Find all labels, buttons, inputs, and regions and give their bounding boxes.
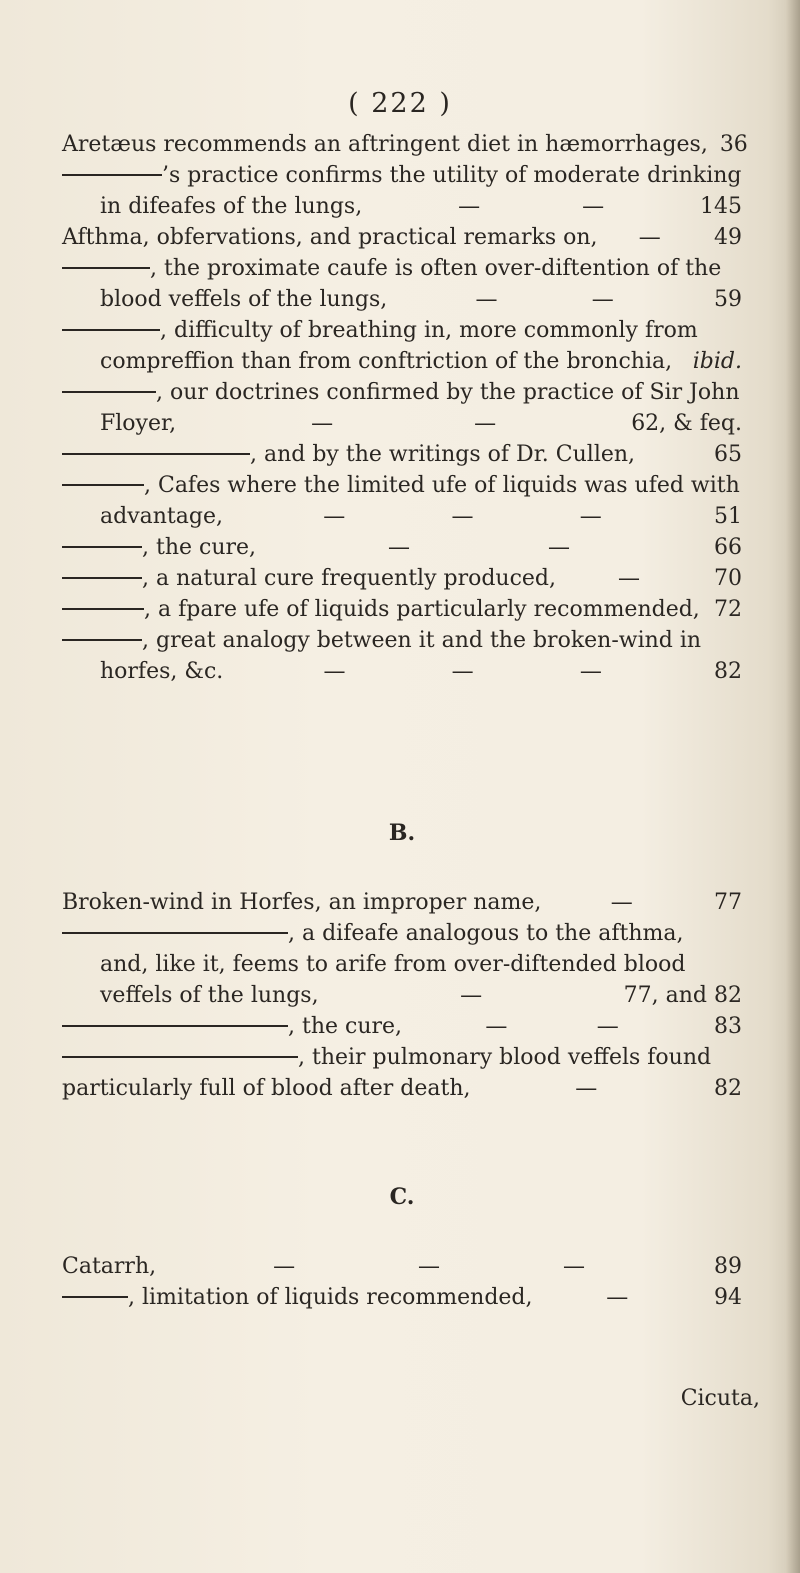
index-line [62,918,742,949]
leader-dash: — [273,1254,296,1279]
section-heading-b: B. [388,820,416,846]
index-entry [62,253,742,315]
index-line [62,284,742,315]
page-reference: 145 [700,194,742,219]
ditto-rule [62,608,144,610]
entry-text: ’s practice confirms the utility of moderate drinking [162,163,742,188]
entry-text: Catarrh, [62,1254,157,1279]
index-line [62,377,742,408]
ditto-rule [62,577,142,579]
index-entry [62,222,742,253]
entry-text: advantage, [100,504,223,529]
index-line [62,656,742,687]
index-entry [62,1282,742,1313]
ditto-rule [62,932,288,934]
index-line [62,129,748,160]
leader-dash: — [575,1076,598,1101]
ditto-rule [62,639,142,641]
page-reference: 49 [714,225,742,250]
entry-text: Broken-wind in Horfes, an improper name, [62,890,542,915]
leader-dash: — [474,411,497,436]
leader-dash: — [596,1014,619,1039]
leader-dash: — [460,983,483,1008]
leader-dash: — [548,535,570,560]
leader-dash: — [563,1254,586,1279]
entry-text: Floyer, [100,411,177,436]
entry-text: in difeafes of the lungs, [100,194,363,219]
index-line [62,253,742,284]
index-section-a [62,129,748,687]
page-reference: 89 [713,1254,742,1279]
index-entry [62,1251,742,1282]
page-reference: 66 [713,535,742,560]
leader-dash: — [606,1285,629,1310]
entry-text: and, like it, feems to arife from over-diftended blood [100,952,686,977]
index-line [62,1073,742,1104]
section-heading-c: C. [389,1184,415,1210]
index-line [62,887,742,918]
index-entry [62,1011,742,1042]
page-reference: 94 [714,1285,742,1310]
entry-text: , a natural cure frequently produced, [142,566,557,591]
entry-text: Afthma, obfervations, and practical remarks on, [62,225,598,250]
index-entry [62,470,742,532]
page-reference: 77, and 82 [623,983,742,1008]
leader-dash: — [418,1254,441,1279]
index-line [62,1011,742,1042]
page-reference: 83 [714,1014,743,1039]
entry-text: , limitation of liquids recommended, [128,1285,533,1310]
index-entry [62,315,742,377]
index-entry [62,625,742,687]
entry-text: , a difeafe analogous to the afthma, [288,921,684,946]
entry-text: veffels of the lungs, [100,983,319,1008]
entry-text: , their pulmonary blood veffels found [298,1045,712,1070]
index-line [62,346,742,377]
index-line [62,949,742,980]
index-line [62,191,742,222]
page-header: ( 222 ) [348,88,452,119]
leader-dash: — [579,659,602,684]
index-line [62,532,742,563]
index-entry [62,594,742,625]
entry-text: , Cafes where the limited ufe of liquids was ufed with [144,473,740,498]
index-line [62,222,742,253]
ditto-rule [62,453,250,455]
leader-dash: — [618,566,641,591]
page-reference: 51 [714,504,743,529]
ditto-rule [62,391,156,393]
index-entry [62,160,742,222]
entry-text: , our doctrines confirmed by the practice of Sir John [156,380,740,405]
index-line [62,594,742,625]
ditto-rule [62,546,142,548]
page-reference: 82 [714,659,743,684]
index-entry [62,439,742,470]
ditto-rule [62,484,144,486]
ditto-rule [62,1025,288,1027]
index-line [62,1042,742,1073]
leader-dash: — [451,659,474,684]
entry-text: , great analogy between it and the broken-wind in [142,628,702,653]
index-line [62,501,742,532]
index-line [62,439,742,470]
entry-text: Aretæus recommends an aftringent diet in hæmorrhages, [62,132,708,157]
leader-dash: — [451,504,474,529]
entry-text: particularly full of blood after death, [62,1076,471,1101]
leader-dash: — [591,287,614,312]
page-reference: 77 [714,890,742,915]
page-edge [786,0,800,1573]
index-entry [62,129,748,160]
index-entry [62,887,742,918]
index-section-b [62,818,742,1104]
page-reference: ibid. [692,349,742,374]
index-line [62,315,742,346]
page-reference: 72 [714,597,742,622]
index-line [62,563,742,594]
index-entry [62,377,742,439]
page-reference: 36 [719,132,748,157]
index-entry [62,563,742,594]
entry-text: blood veffels of the lungs, [100,287,388,312]
index-line [62,408,742,439]
index-line [62,1282,742,1313]
entry-text: , the proximate caufe is often over-diftention of the [150,256,722,281]
page-reference: 65 [714,442,742,467]
index-entry [62,532,742,563]
ditto-rule [62,1296,128,1298]
leader-dash: — [610,890,633,915]
leader-dash: — [582,194,605,219]
leader-dash: — [311,411,334,436]
leader-dash: — [485,1014,508,1039]
page-reference: 59 [714,287,742,312]
index-entry [62,918,742,1011]
index-line [62,625,742,656]
leader-dash: — [475,287,498,312]
entry-text: , and by the writings of Dr. Cullen, [250,442,636,467]
entry-text: , the cure, [142,535,257,560]
index-section-c [62,1182,742,1313]
page-reference: 82 [714,1076,743,1101]
ditto-rule [62,1056,298,1058]
ditto-rule [62,174,162,176]
leader-dash: — [458,194,481,219]
leader-dash: — [638,225,661,250]
index-line [62,980,742,1011]
index-line [62,1251,742,1282]
index-line [62,470,742,501]
index-line [62,160,742,191]
ditto-rule [62,329,160,331]
catchword: Cicuta, [680,1386,760,1411]
entry-text: compreffion than from conftriction of the bronchia, [100,349,673,374]
leader-dash: — [388,535,411,560]
entry-text: horfes, &c. [100,659,224,684]
leader-dash: — [323,504,346,529]
entry-text: , a fpare ufe of liquids particularly recommended, [144,597,700,622]
entry-text: , the cure, [288,1014,403,1039]
entry-text: , difficulty of breathing in, more commonly from [160,318,698,343]
leader-dash: — [323,659,346,684]
page-reference: 70 [714,566,743,591]
leader-dash: — [579,504,602,529]
index-entry [62,1042,742,1104]
page-reference: 62, & feq. [631,411,742,436]
ditto-rule [62,267,150,269]
